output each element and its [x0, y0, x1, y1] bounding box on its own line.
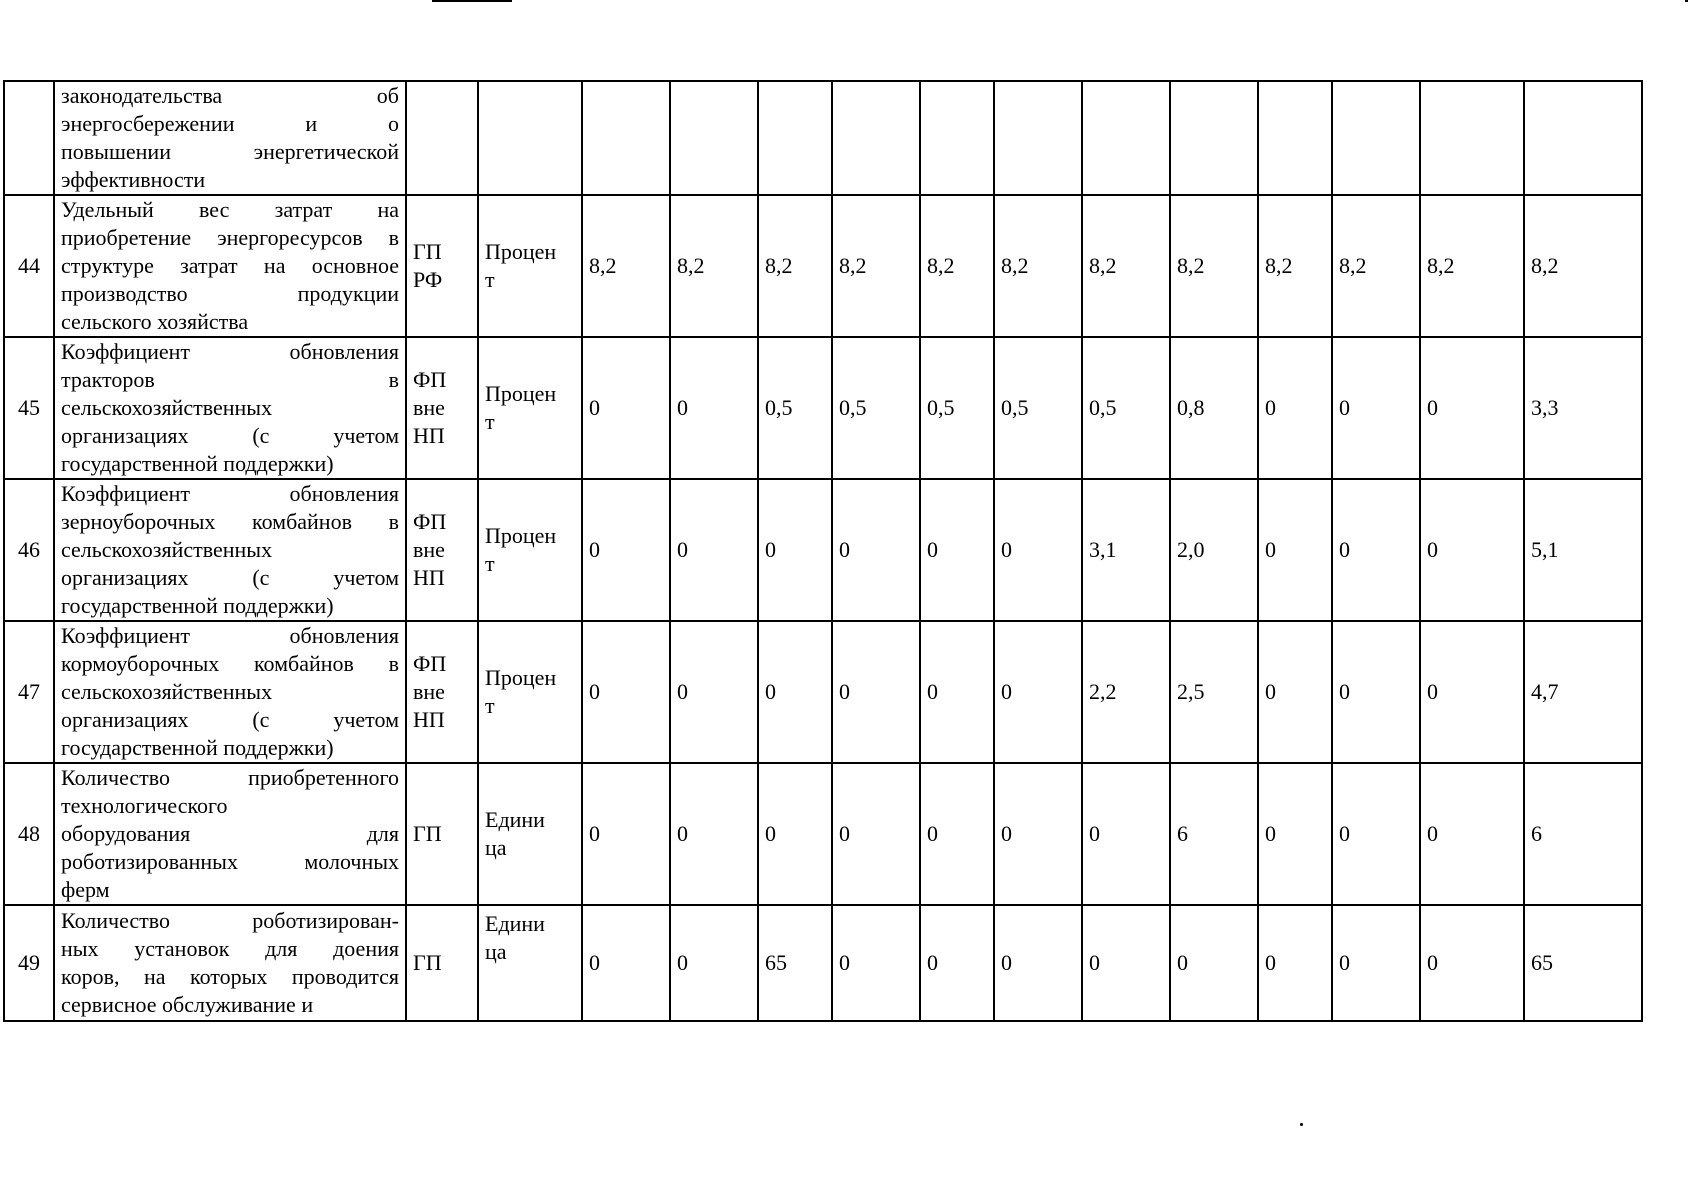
value-cell: 0 [1332, 621, 1420, 763]
indicators-table [3, 80, 1643, 1022]
value-cell: 8,2 [1170, 195, 1258, 337]
program-source: ГП [406, 905, 478, 1021]
value-cell: 0 [1258, 905, 1332, 1021]
row-number: 44 [4, 195, 54, 337]
value-cell: 3,1 [1082, 479, 1170, 621]
value-cell: 8,2 [1258, 195, 1332, 337]
value-cell: 0 [1258, 763, 1332, 905]
program-source: ГП РФ [406, 195, 478, 337]
table-row [4, 621, 1642, 763]
value-cell: 0 [1420, 337, 1524, 479]
value-cell: 0 [1332, 337, 1420, 479]
unit-of-measure: Процен т [478, 195, 582, 337]
value-cell: 0 [582, 905, 670, 1021]
value-cell: 0 [670, 337, 758, 479]
value-cell: 0 [582, 337, 670, 479]
unit-of-measure: Процен т [478, 621, 582, 763]
unit-of-measure: Едини ца [478, 905, 582, 1021]
value-cell: 0 [1170, 905, 1258, 1021]
program-source: ГП [406, 763, 478, 905]
value-cell: 8,2 [670, 195, 758, 337]
value-cell: 0 [1258, 337, 1332, 479]
indicator-name: Количество роботизирован- ных установок для доения коров, на которых проводится сервисное обслуживание и [54, 905, 406, 1021]
value-cell: 0 [1082, 763, 1170, 905]
value-cell: 0,5 [758, 337, 832, 479]
value-cell: 0,8 [1170, 337, 1258, 479]
value-cell: 8,2 [758, 195, 832, 337]
value-cell: 0,5 [994, 337, 1082, 479]
value-cell: 0,5 [1082, 337, 1170, 479]
program-source: ФП вне НП [406, 479, 478, 621]
value-cell: 8,2 [582, 195, 670, 337]
program-source: ФП вне НП [406, 337, 478, 479]
value-cell: 0 [920, 763, 994, 905]
row-number [4, 81, 54, 195]
value-cell: 0 [1332, 905, 1420, 1021]
value-cell: 0 [832, 621, 920, 763]
value-cell: 0 [832, 479, 920, 621]
value-cell: 2,2 [1082, 621, 1170, 763]
value-cell: 65 [758, 905, 832, 1021]
value-cell: 0 [1082, 905, 1170, 1021]
row-number: 49 [4, 905, 54, 1021]
unit-of-measure: Процен т [478, 479, 582, 621]
value-cell: 0 [670, 763, 758, 905]
row-number: 47 [4, 621, 54, 763]
value-cell: 8,2 [994, 195, 1082, 337]
value-cell: 2,0 [1170, 479, 1258, 621]
value-cell: 0 [758, 479, 832, 621]
value-cell: 4,7 [1524, 621, 1642, 763]
table-row [4, 905, 1642, 1021]
value-cell: 0 [1332, 479, 1420, 621]
value-cell: 0 [582, 479, 670, 621]
value-cell: 0 [582, 763, 670, 905]
value-cell: 6 [1524, 763, 1642, 905]
value-cell: 8,2 [1332, 195, 1420, 337]
value-cell: 8,2 [920, 195, 994, 337]
value-cell: 0 [1332, 763, 1420, 905]
value-cell: 0 [582, 621, 670, 763]
value-cell: 0 [920, 479, 994, 621]
value-cell: 0 [832, 905, 920, 1021]
value-cell: 8,2 [1082, 195, 1170, 337]
table-row [4, 337, 1642, 479]
indicator-name: законодательства об энергосбережении и о повышении энергетической эффективности [54, 81, 406, 195]
value-cell: 0 [994, 621, 1082, 763]
value-cell: 6 [1170, 763, 1258, 905]
value-cell: 0 [1420, 621, 1524, 763]
unit-of-measure: Процен т [478, 337, 582, 479]
value-cell: 0 [670, 621, 758, 763]
value-cell: 0 [670, 905, 758, 1021]
value-cell: 5,1 [1524, 479, 1642, 621]
indicator-name: Коэффициент обновления кормоуборочных комбайнов в сельскохозяйственных организациях (с учетом государственной поддержки) [54, 621, 406, 763]
stray-dot [1300, 1123, 1303, 1126]
value-cell: 0,5 [920, 337, 994, 479]
indicator-name: Удельный вес затрат на приобретение энергоресурсов в структуре затрат на основное производство продукции сельского хозяйства [54, 195, 406, 337]
value-cell: 0 [1420, 905, 1524, 1021]
edge-mark [1685, 0, 1688, 2]
row-number: 45 [4, 337, 54, 479]
value-cell: 8,2 [832, 195, 920, 337]
value-cell: 0 [920, 905, 994, 1021]
value-cell: 3,3 [1524, 337, 1642, 479]
value-cell: 8,2 [1420, 195, 1524, 337]
value-cell: 0 [832, 763, 920, 905]
value-cell: 0,5 [832, 337, 920, 479]
value-cell: 0 [1420, 479, 1524, 621]
value-cell: 0 [920, 621, 994, 763]
table-row [4, 195, 1642, 337]
value-cell: 65 [1524, 905, 1642, 1021]
table-row [4, 763, 1642, 905]
table-row [4, 81, 1642, 195]
row-number: 46 [4, 479, 54, 621]
row-number: 48 [4, 763, 54, 905]
top-rule [432, 0, 512, 2]
unit-of-measure: Едини ца [478, 763, 582, 905]
value-cell: 0 [1258, 621, 1332, 763]
program-source: ФП вне НП [406, 621, 478, 763]
table-row [4, 479, 1642, 621]
value-cell: 0 [1258, 479, 1332, 621]
value-cell: 0 [994, 479, 1082, 621]
value-cell: 0 [994, 763, 1082, 905]
value-cell: 0 [670, 479, 758, 621]
indicator-name: Количество приобретенного технологического оборудования для роботизированных молочных ферм [54, 763, 406, 905]
indicator-name: Коэффициент обновления тракторов в сельскохозяйственных организациях (с учетом государственной поддержки) [54, 337, 406, 479]
value-cell: 0 [758, 763, 832, 905]
value-cell: 0 [758, 621, 832, 763]
value-cell: 0 [1420, 763, 1524, 905]
value-cell: 0 [994, 905, 1082, 1021]
indicator-name: Коэффициент обновления зерноуборочных комбайнов в сельскохозяйственных организациях (с учетом государственной поддержки) [54, 479, 406, 621]
value-cell: 8,2 [1524, 195, 1642, 337]
value-cell: 2,5 [1170, 621, 1258, 763]
